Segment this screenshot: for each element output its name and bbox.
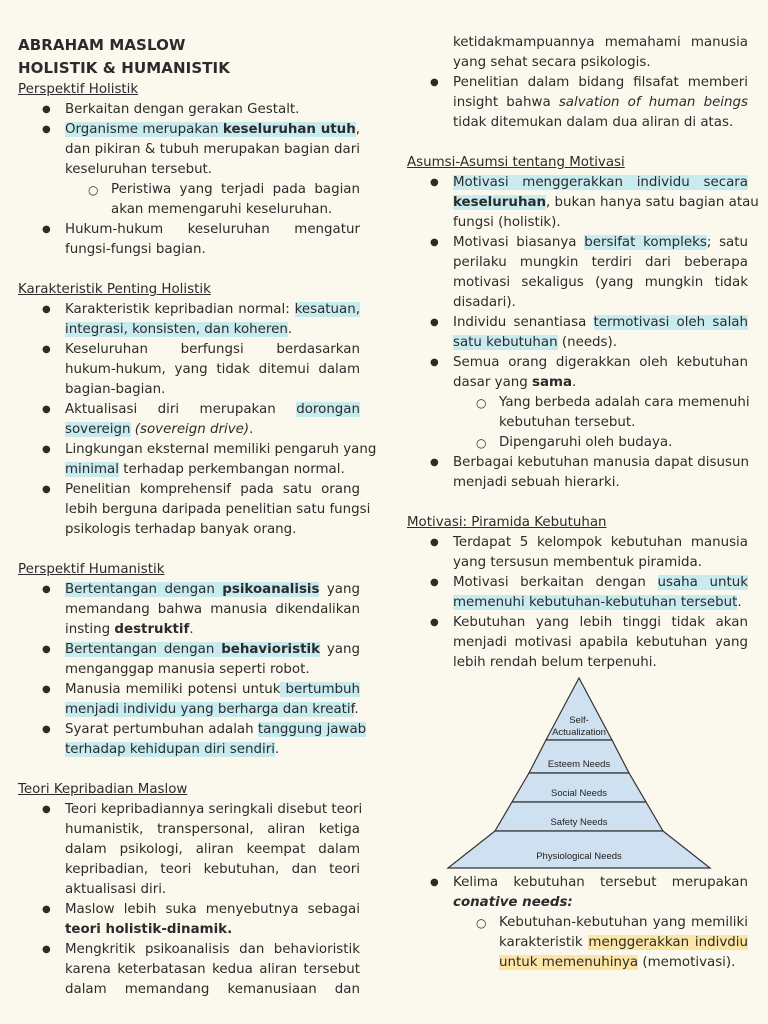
list-item-line: dalam psikologi, aliran keempat dalam (65, 842, 360, 857)
list-item-line: memandang bahwa manusia dikendalikan (65, 602, 360, 617)
list-item-line (453, 373, 576, 393)
list-item-line: motivasi sekaligus (yang mungkin tidak (453, 275, 748, 290)
list-item-line (65, 620, 194, 640)
pyramid-label-safety: Safety Needs (550, 817, 608, 828)
highlight: integrasi, konsisten, dan koheren (65, 322, 288, 337)
highlight: sovereign (65, 422, 131, 437)
pyramid-level-physiological (448, 831, 710, 868)
list-item-line: yang sehat secara psikologis. (453, 55, 651, 70)
list-item-line: fungsi (holistik). (453, 215, 561, 230)
sub-bullet: ○ (476, 916, 487, 930)
pyramid-label-physiological: Physiological Needs (536, 851, 622, 862)
list-item-line: karena keterbatasan kedua aliran tersebut (65, 962, 360, 977)
bullet: ● (430, 177, 439, 188)
highlight: menjadi individu yang berharga dan kreatif (65, 702, 355, 717)
text: ; satu (706, 235, 748, 250)
text: Aktualisasi diri merupakan (65, 402, 297, 417)
list-item-line: aktualisasi diri. (65, 882, 167, 897)
text: Individu senantiasa (453, 315, 594, 330)
text: karakteristik (499, 935, 589, 950)
highlight: memenuhi kebutuhan-kebutuhan tersebut (453, 595, 738, 610)
highlight: bertumbuh (280, 682, 360, 697)
bullet: ● (42, 804, 51, 815)
bullet: ● (430, 537, 439, 548)
section-heading-teori: Teori Kepribadian Maslow (18, 782, 188, 797)
list-item-line: fungsi-fungsi bagian. (65, 242, 206, 257)
text: yang (320, 642, 360, 657)
list-item-line: yang tersusun membentuk piramida. (453, 555, 702, 570)
bullet: ● (42, 344, 51, 355)
list-item (65, 640, 360, 660)
text: Organisme merupakan (65, 122, 223, 137)
text: Syarat pertumbuhan adalah (65, 722, 258, 737)
bullet: ● (42, 584, 51, 595)
list-item-line (453, 193, 759, 213)
italic-text: (sovereign drive) (130, 422, 250, 437)
list-item: Terdapat 5 kelompok kebutuhan manusia (453, 535, 748, 550)
text: Karakteristik kepribadian normal: (65, 302, 295, 317)
pyramid-label-actualization: Actualization (552, 727, 606, 738)
highlight: satu kebutuhan (453, 335, 558, 350)
list-item (453, 173, 748, 193)
bold-text: destruktif (114, 622, 190, 637)
sub-bullet: ○ (476, 436, 487, 450)
list-item-line: lebih rendah belum terpenuhi. (453, 655, 657, 670)
list-item-line: humanistik, transpersonal, aliran ketiga (65, 822, 360, 837)
list-item-line (65, 320, 292, 340)
bullet: ● (42, 304, 51, 315)
highlight: Motivasi menggerakkan individu secara (453, 175, 748, 190)
list-item-line: menjadi motivasi apabila kebutuhan yang (453, 635, 748, 650)
list-item-line: psikologis terhadap banyak orang. (65, 522, 297, 537)
highlight: minimal (65, 462, 119, 477)
text: . (287, 322, 293, 337)
bold-highlight: keseluruhan (453, 195, 547, 210)
bullet: ● (42, 484, 51, 495)
bullet: ● (430, 457, 439, 468)
bullet: ● (42, 684, 51, 695)
bullet: ● (42, 404, 51, 415)
list-item-line: dalam memandang kemanusiaan dan (65, 982, 360, 997)
text: Motivasi berkaitan dengan (453, 575, 658, 590)
list-item: Berkaitan dengan gerakan Gestalt. (65, 102, 300, 117)
text: (needs). (557, 335, 618, 350)
bullet: ● (430, 617, 439, 628)
bullet: ● (430, 577, 439, 588)
list-item: Keseluruhan berfungsi berdasarkan (65, 342, 360, 357)
highlight: dorongan (296, 402, 360, 417)
list-item-line (453, 93, 748, 113)
text: Bertentangan dengan (65, 642, 222, 657)
bullet: ● (42, 224, 51, 235)
text: insting (65, 622, 115, 637)
list-item: Mengkritik psikoanalisis dan behavioristik (65, 942, 360, 957)
pyramid-label-esteem: Esteem Needs (547, 759, 611, 770)
section-heading-piramida: Motivasi: Piramida Kebutuhan (407, 515, 607, 530)
list-item-line (453, 593, 742, 613)
text: . (249, 422, 254, 437)
bullet: ● (430, 877, 439, 888)
bold-text: keseluruhan utuh (222, 122, 356, 137)
text: dasar yang (453, 375, 533, 390)
text: . (274, 742, 280, 757)
bullet: ● (42, 724, 51, 735)
list-item (65, 720, 367, 740)
highlight: terhadap kehidupan diri sendiri (65, 742, 275, 757)
highlight-yellow: menggerakkan indivdiu (588, 935, 748, 950)
text: , bukan hanya satu bagian atau (546, 195, 759, 210)
sub-list-item: Peristiwa yang terjadi pada bagian (111, 182, 360, 197)
list-item-line: perilaku mungkin terdiri dari beberapa (453, 255, 748, 270)
sub-list-item: Dipengaruhi oleh budaya. (499, 435, 673, 450)
list-item-line (65, 460, 345, 480)
bold-text: psikoanalisis (222, 582, 320, 597)
bold-text: sama (532, 375, 573, 390)
list-item (453, 313, 748, 333)
sub-bullet: ○ (88, 183, 99, 197)
bold-text: teori holistik-dinamik. (65, 922, 233, 937)
bullet: ● (42, 904, 51, 915)
list-item (65, 580, 360, 600)
page-subtitle: HOLISTIK & HUMANISTIK (18, 59, 230, 77)
bullet: ● (430, 237, 439, 248)
text: terhadap perkembangan normal. (118, 462, 345, 477)
list-item: Hukum-hukum keseluruhan mengatur (65, 222, 360, 237)
pyramid-label-self: Self- (569, 715, 589, 726)
bullet: ● (430, 77, 439, 88)
list-item: Penelitian komprehensif pada satu orang (65, 482, 360, 497)
list-item-line: lebih berguna daripada penelitian satu fungsi (65, 502, 371, 517)
bullet: ● (42, 104, 51, 115)
text: . (354, 702, 359, 717)
sub-bullet: ○ (476, 396, 487, 410)
list-item-line: dan pikiran & tubuh merupakan bagian dari (65, 142, 360, 157)
sub-list-item-line (499, 953, 735, 973)
pyramid-label-social: Social Needs (551, 788, 607, 799)
section-heading-holistik: Perspektif Holistik (18, 82, 139, 97)
text: Manusia memiliki potensi untuk (65, 682, 281, 697)
list-item: Berbagai kebutuhan manusia dapat disusun (453, 455, 749, 470)
list-item (453, 233, 748, 253)
list-item-line (65, 920, 232, 940)
bullet: ● (42, 124, 51, 135)
list-item-line: menjadi sebuah hierarki. (453, 475, 620, 490)
highlight: tanggung jawab (257, 722, 367, 737)
text: (memotivasi). (638, 955, 736, 970)
list-item (65, 300, 360, 320)
list-item-line (65, 740, 279, 760)
maslow-pyramid-diagram (446, 676, 712, 870)
text: . (189, 622, 194, 637)
list-item: Kebutuhan yang lebih tinggi tidak akan (453, 615, 748, 630)
list-item-line (453, 333, 617, 353)
sub-list-item-line: akan memengaruhi keseluruhan. (111, 202, 333, 217)
list-item-line: kepribadian, teori kebutuhan, dan teori (65, 862, 360, 877)
section-heading-karakteristik: Karakteristik Penting Holistik (18, 282, 211, 297)
text: . (572, 375, 577, 390)
list-item-line (453, 893, 573, 913)
list-item-line (65, 420, 253, 440)
section-heading-asumsi: Asumsi-Asumsi tentang Motivasi (407, 155, 625, 170)
list-item: Maslow lebih suka menyebutnya sebagai (65, 902, 360, 917)
italic-text: salvation of human beings (558, 95, 748, 110)
list-item (65, 120, 360, 140)
list-item-line: menganggap manusia seperti robot. (65, 662, 310, 677)
list-item-line: hukum-hukum, yang tidak ditemui dalam (65, 362, 360, 377)
text: Motivasi biasanya (453, 235, 585, 250)
highlight: bersifat kompleks (584, 235, 707, 250)
list-item: Teori kepribadiannya seringkali disebut teori (65, 802, 363, 817)
list-item (65, 400, 360, 420)
list-item-line: tidak ditemukan dalam dua aliran di atas. (453, 115, 734, 130)
list-item: Penelitian dalam bidang filsafat memberi (453, 75, 748, 90)
bullet: ● (430, 357, 439, 368)
section-heading-humanistik: Perspektif Humanistik (18, 562, 165, 577)
list-item: Semua orang digerakkan oleh kebutuhan (453, 355, 748, 370)
list-item-line: ketidakmampuannya memahami manusia (453, 35, 748, 50)
bold-italic-text: conative needs: (453, 895, 573, 910)
bullet: ● (42, 644, 51, 655)
list-item-line: bagian-bagian. (65, 382, 166, 397)
text: Bertentangan dengan (65, 582, 223, 597)
text: , (355, 122, 361, 137)
sub-list-item-line: kebutuhan tersebut. (499, 415, 636, 430)
highlight: kesatuan, (294, 302, 360, 317)
list-item: Kelima kebutuhan tersebut merupakan (453, 875, 748, 890)
page-title: ABRAHAM MASLOW (18, 36, 186, 54)
highlight-yellow: untuk memenuhinya (499, 955, 639, 970)
text: insight bahwa (453, 95, 559, 110)
bullet: ● (430, 317, 439, 328)
list-item (453, 573, 748, 593)
highlight: usaha untuk (657, 575, 748, 590)
sub-list-item: Kebutuhan-kebutuhan yang memiliki (499, 915, 748, 930)
list-item-line: keseluruhan tersebut. (65, 162, 213, 177)
highlight: termotivasi oleh salah (593, 315, 748, 330)
list-item-line (65, 700, 359, 720)
list-item: Lingkungan eksternal memiliki pengaruh yang (65, 442, 377, 457)
bold-text: behavioristik (221, 642, 321, 657)
list-item-line: disadari). (453, 295, 516, 310)
text: . (737, 595, 742, 610)
bullet: ● (42, 444, 51, 455)
sub-list-item-line (499, 933, 748, 953)
bullet: ● (42, 944, 51, 955)
sub-list-item: Yang berbeda adalah cara memenuhi (499, 395, 750, 410)
text: yang (319, 582, 360, 597)
list-item (65, 680, 360, 700)
